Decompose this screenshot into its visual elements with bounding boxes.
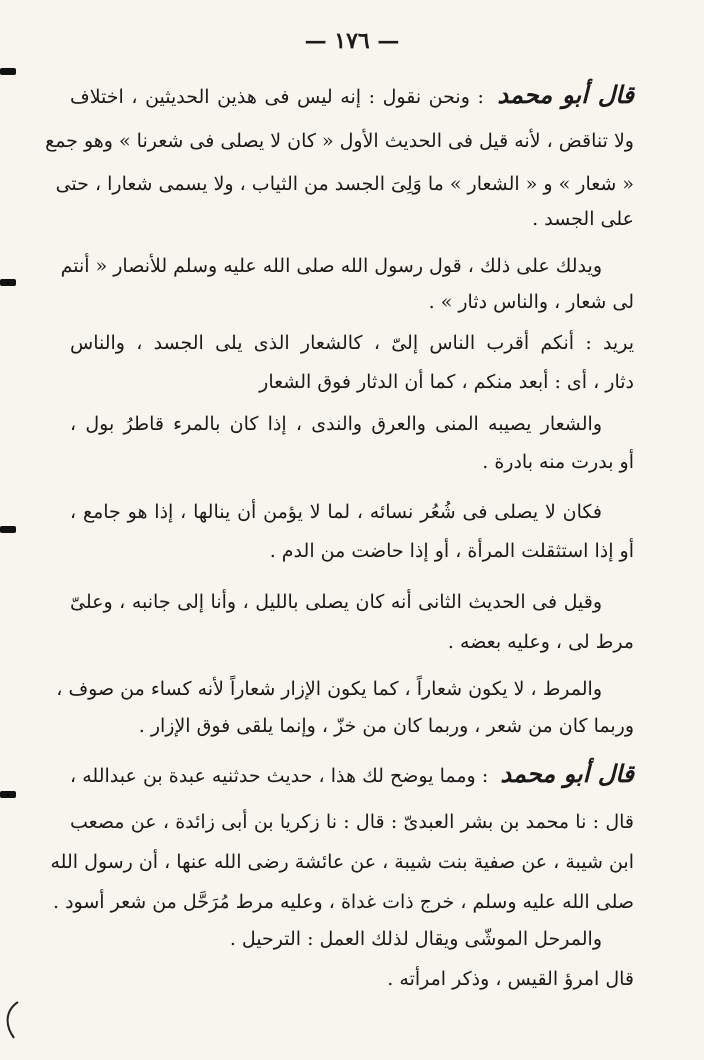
text-line: والمرط ، لا يكون شعاراً ، كما يكون الإزار شعاراً لأنه كساء من صوف ، [56,678,602,700]
margin-mark [0,526,16,533]
text-line: وربما كان من شعر ، وربما كان من خزّ ، وإنما يلقى فوق الإزار . [138,715,634,737]
speaker-heading: قال أبو محمد [500,760,635,788]
text-line [70,759,634,791]
text-line: فكان لا يصلى فى شُعُر نسائه ، لما لا يؤمن أن ينالها ، إذا هو جامع ، [70,501,602,523]
text-line: ولا تناقض ، لأنه قيل فى الحديث الأول « كان لا يصلى فى شعرنا » وهو جمع [45,130,634,152]
text-line: دثار ، أى : أبعد منكم ، كما أن الدثار فوق الشعار [259,371,634,393]
margin-mark [0,279,16,286]
text-line: ويدلك على ذلك ، قول رسول الله صلى الله عليه وسلم للأنصار « أنتم [60,255,602,277]
text-line: مرط لى ، وعليه بعضه . [447,631,634,653]
text-line: على الجسد . [532,208,634,230]
text-line: يريد : أنكم أقرب الناس إلىّ ، كالشعار الذى يلى الجسد ، والناس [70,332,634,354]
text-line: لى شعار ، والناس دثار » . [428,291,634,313]
text-line: أو بدرت منه بادرة . [482,451,634,473]
line-text: : ونحن نقول : إنه ليس فى هذين الحديثين ، اختلاف [70,86,484,108]
text-line: وقيل فى الحديث الثانى أنه كان يصلى بالليل ، وأنا إلى جانبه ، وعلىّ [70,591,602,613]
margin-mark [0,68,16,75]
text-line: ابن شيبة ، عن صفية بنت شيبة ، عن عائشة رضى الله عنها ، أن رسول الله [50,851,634,873]
text-line: « شعار » و « الشعار » ما وَلِىَ الجسد من الثياب ، ولا يسمى شعارا ، حتى [55,173,634,195]
line-text: : ومما يوضح لك هذا ، حديث حدثنيه عبدة بن عبدالله ، [70,765,489,787]
margin-mark [0,791,16,798]
text-line: صلى الله عليه وسلم ، خرج ذات غداة ، وعليه مرط مُرَحَّل من شعر أسود . [53,891,634,913]
text-line [70,80,634,112]
text-line: أو إذا استثقلت المرأة ، أو إذا حاضت من الدم . [269,540,634,562]
text-line: قال امرؤ القيس ، وذكر امرأته . [387,968,634,990]
speaker-heading: قال أبو محمد [497,81,634,109]
page-number: — ١٧٦ — [304,28,400,54]
page-curl-mark [2,1000,22,1040]
text-line: والشعار يصيبه المنى والعرق والندى ، إذا كان بالمرء قاطرُ بول ، [70,413,602,435]
text-line: قال : نا محمد بن بشر العبدىّ : قال : نا زكريا بن أبى زائدة ، عن مصعب [70,811,634,833]
text-line: والمرحل الموشّى ويقال لذلك العمل : الترحيل . [229,928,602,950]
